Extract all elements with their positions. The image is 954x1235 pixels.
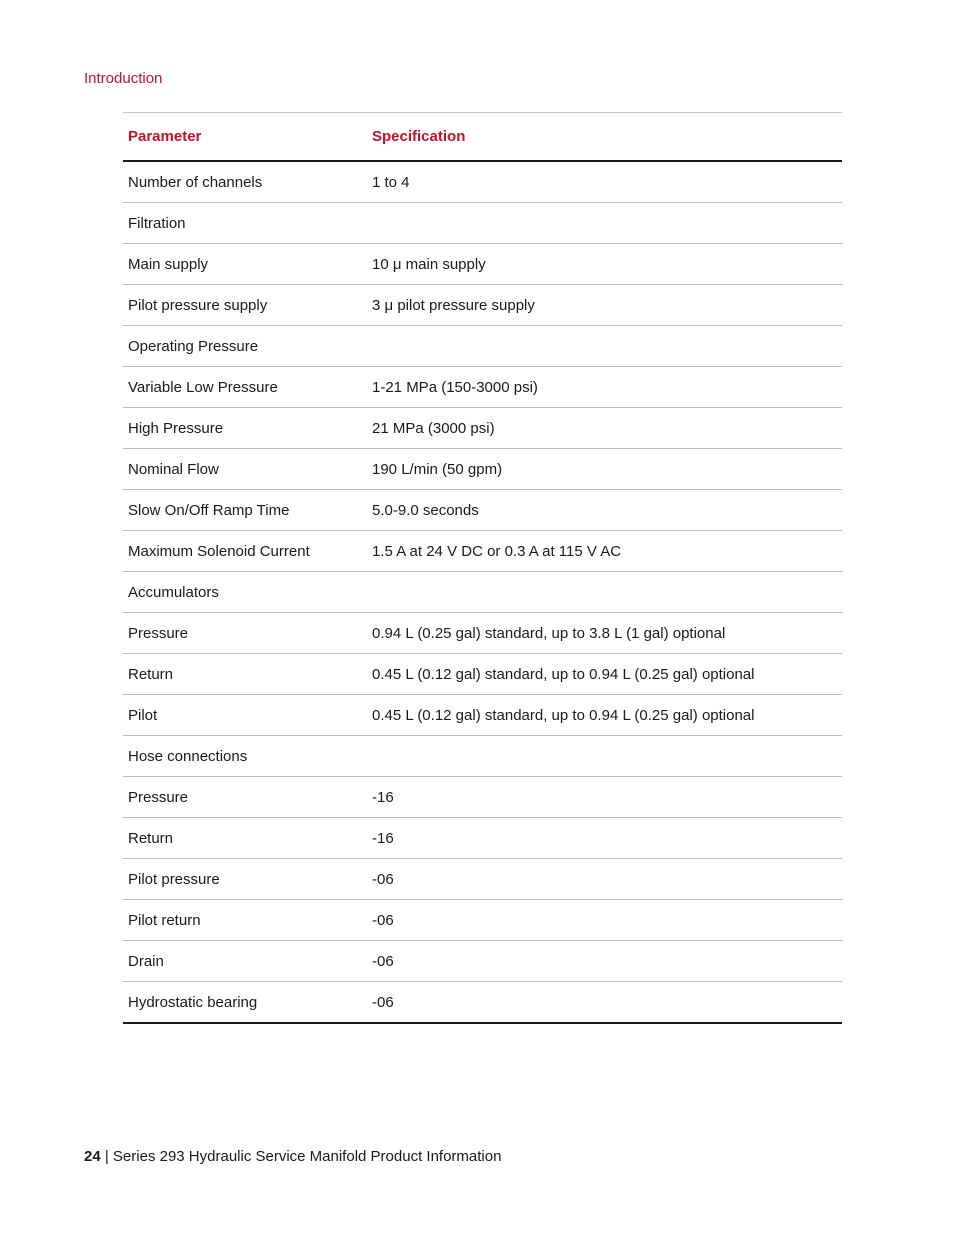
specification-cell: -06 <box>367 859 842 900</box>
parameter-cell: Pressure <box>123 777 367 818</box>
parameter-cell: Return <box>123 654 367 695</box>
specification-cell <box>367 572 842 613</box>
table-row <box>123 695 842 736</box>
parameter-cell: Number of channels <box>123 161 367 203</box>
table-row <box>123 572 842 613</box>
specification-cell: 1.5 A at 24 V DC or 0.3 A at 115 V AC <box>367 531 842 572</box>
specification-cell: 1 to 4 <box>367 161 842 203</box>
specification-cell: -06 <box>367 900 842 941</box>
specification-cell: 0.94 L (0.25 gal) standard, up to 3.8 L (1 gal) optional <box>367 613 842 654</box>
table-row <box>123 244 842 285</box>
table-row <box>123 900 842 941</box>
specification-cell: 0.45 L (0.12 gal) standard, up to 0.94 L (0.25 gal) optional <box>367 654 842 695</box>
column-header-specification: Specification <box>367 113 842 162</box>
specification-cell: 21 MPa (3000 psi) <box>367 408 842 449</box>
parameter-cell: Hydrostatic bearing <box>128 993 258 1011</box>
page-number: 24 <box>84 1148 101 1165</box>
parameter-cell: Maximum Solenoid Current <box>123 531 367 572</box>
parameter-cell: Pressure <box>123 613 367 654</box>
parameter-cell: Operating Pressure <box>123 326 367 367</box>
parameter-cell: Filtration <box>123 203 367 244</box>
table-row <box>123 490 842 531</box>
parameter-cell: Slow On/Off Ramp Time <box>123 490 367 531</box>
parameter-cell: Drain <box>123 941 367 982</box>
specification-cell: -16 <box>367 777 842 818</box>
table-row <box>123 859 842 900</box>
document-title: Series 293 Hydraulic Service Manifold Product Information <box>112 1148 502 1165</box>
specification-cell: 5.0-9.0 seconds <box>367 490 842 531</box>
table-row <box>123 161 842 203</box>
parameter-cell: High Pressure <box>123 408 367 449</box>
specification-cell: -06 <box>367 941 842 982</box>
parameter-cell: Hose connections <box>123 736 367 777</box>
footer-separator: | <box>100 1148 113 1165</box>
table-row <box>123 654 842 695</box>
column-header-parameter: Parameter <box>123 113 367 162</box>
specification-cell: 3 μ pilot pressure supply <box>367 285 842 326</box>
specification-cell: 10 μ main supply <box>367 244 842 285</box>
table-row <box>123 531 842 572</box>
table-row <box>123 449 842 490</box>
specification-cell: -06 <box>372 993 394 1011</box>
parameter-cell: Pilot pressure <box>123 859 367 900</box>
table-row <box>123 326 842 367</box>
specification-cell: 1-21 MPa (150-3000 psi) <box>367 367 842 408</box>
parameter-cell: Pilot <box>123 695 367 736</box>
parameter-cell: Return <box>123 818 367 859</box>
table-row <box>123 203 842 244</box>
specification-cell <box>367 203 842 244</box>
parameter-cell: Main supply <box>123 244 367 285</box>
parameter-cell: Pilot return <box>123 900 367 941</box>
parameter-cell: Variable Low Pressure <box>123 367 367 408</box>
table-row <box>123 613 842 654</box>
parameter-cell: Accumulators <box>123 572 367 613</box>
table-row <box>123 408 842 449</box>
specification-cell: 0.45 L (0.12 gal) standard, up to 0.94 L (0.25 gal) optional <box>367 695 842 736</box>
table-row <box>123 777 842 818</box>
table-row <box>123 367 842 408</box>
table-row <box>123 736 842 777</box>
specification-cell: 190 L/min (50 gpm) <box>367 449 842 490</box>
section-header: Introduction <box>84 70 163 87</box>
specification-cell: -16 <box>367 818 842 859</box>
parameter-cell: Pilot pressure supply <box>123 285 367 326</box>
table-header-row <box>123 113 842 162</box>
table-row <box>123 982 842 1024</box>
specifications-table <box>123 112 842 1024</box>
table-row <box>123 941 842 982</box>
page-footer <box>84 1148 501 1165</box>
parameter-cell: Nominal Flow <box>123 449 367 490</box>
specification-cell <box>367 326 842 367</box>
table-row <box>123 818 842 859</box>
specification-cell <box>367 736 842 777</box>
table-row <box>123 285 842 326</box>
